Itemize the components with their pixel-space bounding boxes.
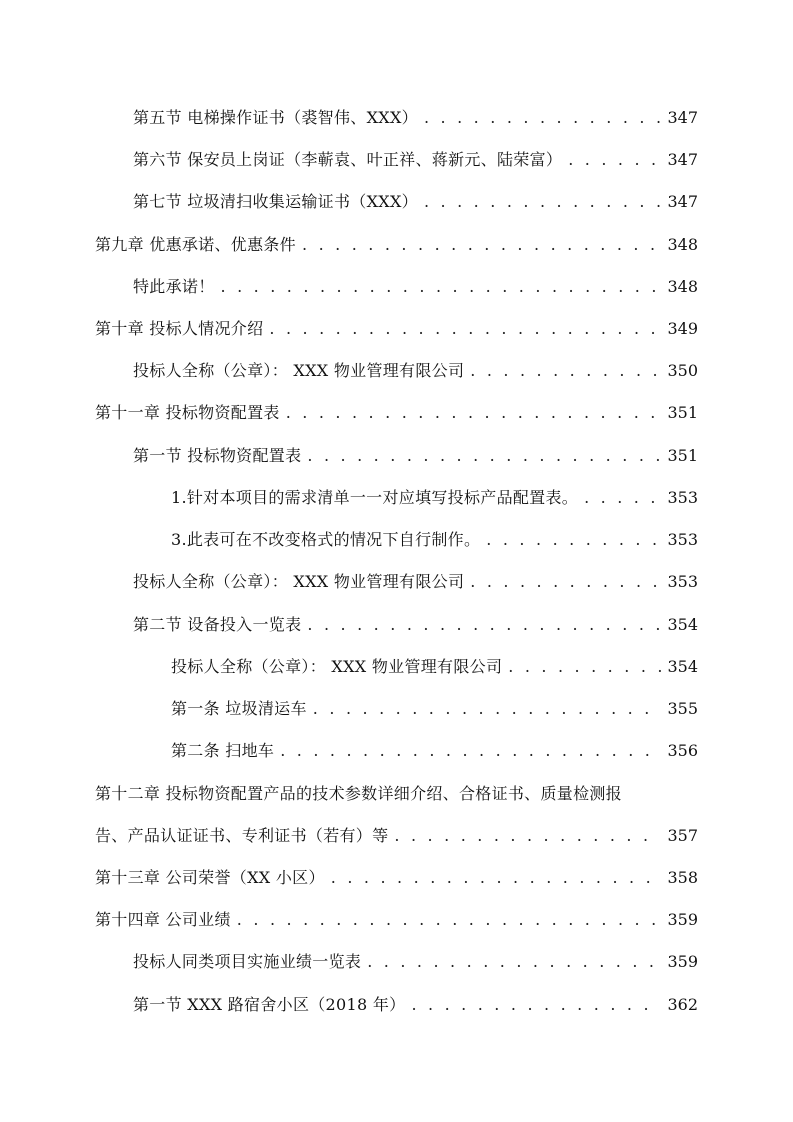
toc-leader-dots xyxy=(486,529,661,551)
toc-entry-page: 351 xyxy=(667,446,698,465)
toc-entry[interactable] xyxy=(95,909,698,931)
toc-leader-dots xyxy=(280,740,661,762)
toc-entry[interactable] xyxy=(95,825,698,847)
toc-entry[interactable] xyxy=(133,107,698,129)
toc-entry-page: 348 xyxy=(667,277,698,296)
toc-entry-title: 投标人全称（公章）： XXX 物业管理有限公司 xyxy=(171,657,503,676)
toc-leader-dots xyxy=(237,909,662,931)
toc-leader-dots xyxy=(584,487,661,509)
toc-entry-title: 第七节 垃圾清扫收集运输证书（XXX） xyxy=(133,192,418,211)
toc-entry-title: 第一条 垃圾清运车 xyxy=(171,699,307,718)
toc-entry[interactable] xyxy=(171,487,698,509)
toc-entry[interactable] xyxy=(133,445,698,467)
toc-entry-title: 第二条 扫地车 xyxy=(171,741,275,760)
toc-leader-dots xyxy=(394,825,661,847)
toc-entry[interactable] xyxy=(133,571,698,593)
toc-entry-page: 359 xyxy=(667,910,698,929)
toc-leader-dots xyxy=(269,318,661,340)
toc-entry-page: 359 xyxy=(667,952,698,971)
toc-entry-title: 第十章 投标人情况介绍 xyxy=(95,319,264,338)
toc-entry-page: 353 xyxy=(667,572,698,591)
toc-entry-page: 358 xyxy=(667,868,698,887)
toc-entry-title: 第二节 设备投入一览表 xyxy=(133,615,302,634)
toc-entry-title: 第一节 XXX 路宿舍小区（2018 年） xyxy=(133,995,406,1014)
toc-entry[interactable] xyxy=(171,740,698,762)
toc-entry-title: 第九章 优惠承诺、优惠条件 xyxy=(95,235,296,254)
toc-entry[interactable] xyxy=(95,234,698,256)
toc-entry-title: 第五节 电梯操作证书（裘智伟、XXX） xyxy=(133,108,418,127)
toc-entry[interactable] xyxy=(95,402,698,424)
toc-entry[interactable] xyxy=(171,656,698,678)
toc-entry[interactable] xyxy=(133,360,698,382)
toc-entry[interactable] xyxy=(133,149,698,171)
toc-entry[interactable] xyxy=(133,951,698,973)
toc-leader-dots xyxy=(221,276,662,298)
toc-entry-title: 告、产品认证证书、专利证书（若有）等 xyxy=(95,826,389,845)
toc-entry-page: 355 xyxy=(667,699,698,718)
toc-entry[interactable] xyxy=(171,529,698,551)
toc-leader-dots xyxy=(411,994,661,1016)
toc-entry-title: 1.针对本项目的需求清单一一对应填写投标产品配置表。 xyxy=(171,488,579,507)
toc-entry-page: 354 xyxy=(667,657,698,676)
toc-leader-dots xyxy=(307,445,661,467)
toc-entry-page: 357 xyxy=(667,826,698,845)
toc-entry-page: 354 xyxy=(667,615,698,634)
toc-entry-title: 第十四章 公司业绩 xyxy=(95,910,231,929)
toc-entry-page: 350 xyxy=(667,361,698,380)
toc-leader-dots xyxy=(313,698,662,720)
toc-entry[interactable] xyxy=(95,318,698,340)
toc-leader-dots xyxy=(424,107,661,129)
toc-entry[interactable] xyxy=(171,698,698,720)
toc-leader-dots xyxy=(568,149,661,171)
toc-leader-dots xyxy=(302,234,661,256)
toc-entry-page: 349 xyxy=(667,319,698,338)
toc-leader-dots xyxy=(367,951,661,973)
toc-entry-page: 362 xyxy=(667,995,698,1014)
toc-leader-dots xyxy=(331,867,662,889)
toc-entry-title: 特此承诺！ xyxy=(133,277,215,296)
toc-entry-title: 投标人全称（公章）： XXX 物业管理有限公司 xyxy=(133,361,465,380)
toc-entry[interactable] xyxy=(133,614,698,636)
toc-entry-title: 第十一章 投标物资配置表 xyxy=(95,403,280,422)
toc-leader-dots xyxy=(286,402,662,424)
toc-leader-dots xyxy=(424,191,661,213)
toc-entry-page: 353 xyxy=(667,488,698,507)
toc-entry-page: 348 xyxy=(667,235,698,254)
toc-entry[interactable] xyxy=(133,276,698,298)
toc-leader-dots xyxy=(508,656,661,678)
toc-chapter12-first-line[interactable]: 第十二章 投标物资配置产品的技术参数详细介绍、合格证书、质量检测报 xyxy=(95,784,622,803)
toc-entry-title: 第一节 投标物资配置表 xyxy=(133,446,302,465)
toc-entry-page: 356 xyxy=(667,741,698,760)
toc-entry-page: 347 xyxy=(667,150,698,169)
toc-leader-dots xyxy=(307,614,661,636)
toc-leader-dots xyxy=(470,571,661,593)
toc-leader-dots xyxy=(470,360,661,382)
toc-entry[interactable] xyxy=(133,994,698,1016)
toc-entry[interactable] xyxy=(95,867,698,889)
toc-entry-title: 3.此表可在不改变格式的情况下自行制作。 xyxy=(171,530,481,549)
toc-entry-page: 351 xyxy=(667,403,698,422)
toc-entry-title: 投标人同类项目实施业绩一览表 xyxy=(133,952,362,971)
toc-entry-page: 347 xyxy=(667,108,698,127)
toc-entry-title: 投标人全称（公章）： XXX 物业管理有限公司 xyxy=(133,572,465,591)
toc-entry-title: 第六节 保安员上岗证（李蕲袁、叶正祥、蒋新元、陆荣富） xyxy=(133,150,563,169)
toc-entry[interactable] xyxy=(133,191,698,213)
toc-entry-page: 353 xyxy=(667,530,698,549)
toc-entry-title: 第十三章 公司荣誉（XX 小区） xyxy=(95,868,325,887)
toc-entry-page: 347 xyxy=(667,192,698,211)
